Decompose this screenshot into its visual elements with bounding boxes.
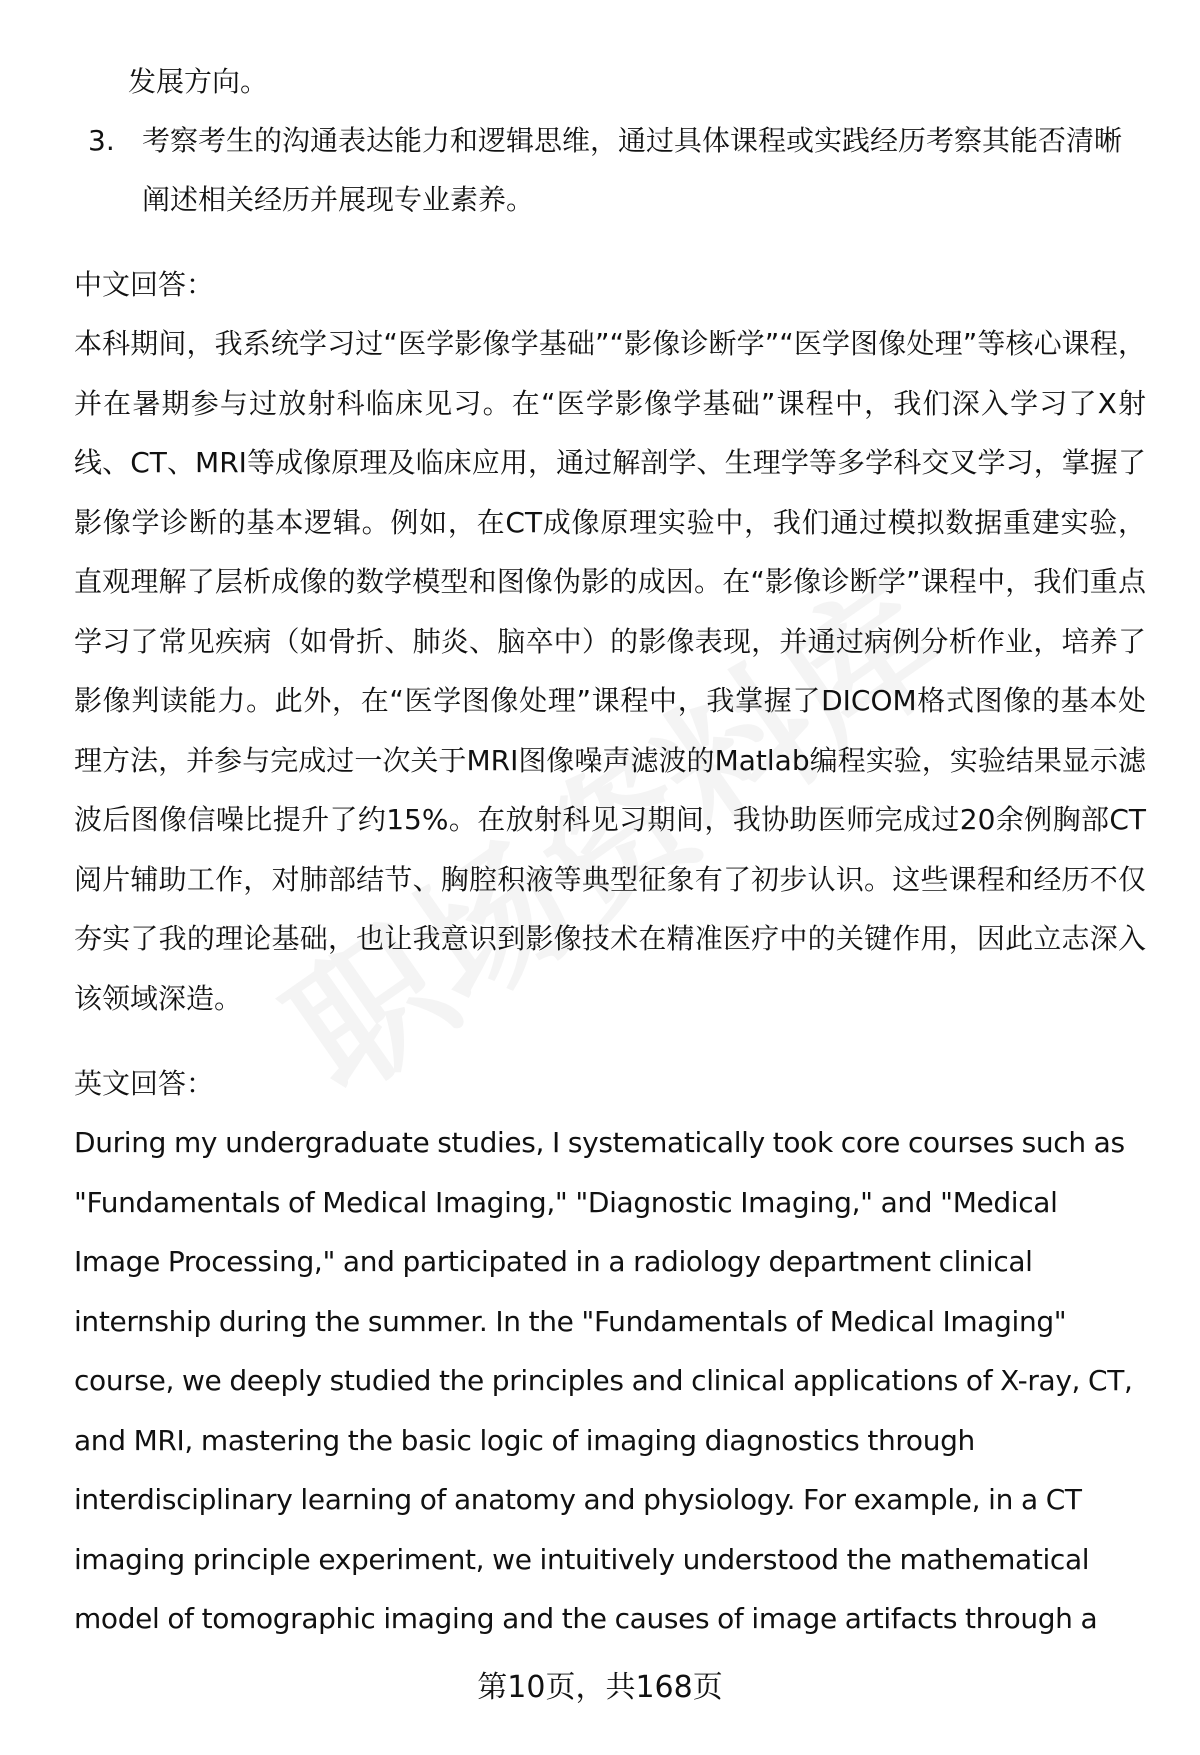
chinese-answer-heading: 中文回答：	[74, 268, 215, 301]
list-item	[74, 111, 1146, 229]
page-content	[74, 52, 1146, 1649]
page-number-footer: 第10页，共168页	[477, 1670, 723, 1705]
list-continuation: 发展方向。	[128, 65, 269, 98]
list-number: 3.	[88, 124, 115, 157]
english-answer-heading: 英文回答：	[74, 1067, 215, 1100]
list-text: 考察考生的沟通表达能力和逻辑思维，通过具体课程或实践经历考察其能否清晰阐述相关经历并展现专业素养。	[142, 124, 1123, 216]
english-answer-paragraph: During my undergraduate studies, I systematically took core courses such as "Fundamentals of Medical Imaging," "Diagnostic Imaging," and "Medical Image Processing," and participated in a radiology department clinical internship during the summer. In the "Fundamentals of Medical Imaging" course, we deeply studied the principles and clinical applications of X-ray, CT, and MRI, mastering the basic logic of imaging diagnostics through interdisciplinary learning of anatomy and physiology. For example, in a CT imaging principle experiment, we intuitively understood the mathematical model of tomographic imaging and the causes of image artifacts through a	[74, 1126, 1133, 1635]
chinese-answer-paragraph: 本科期间，我系统学习过“医学影像学基础”“影像诊断学”“医学图像处理”等核心课程，并在暑期参与过放射科临床见习。在“医学影像学基础”课程中，我们深入学习了X射线、CT、MRI等成像原理及临床应用，通过解剖学、生理学等多学科交叉学习，掌握了影像学诊断的基本逻辑。例如，在CT成像原理实验中，我们通过模拟数据重建实验，直观理解了层析成像的数学模型和图像伪影的成因。在“影像诊断学”课程中，我们重点学习了常见疾病（如骨折、肺炎、脑卒中）的影像表现，并通过病例分析作业，培养了影像判读能力。此外，在“医学图像处理”课程中，我掌握了DICOM格式图像的基本处理方法，并参与完成过一次关于MRI图像噪声滤波的Matlab编程实验，实验结果显示滤波后图像信噪比提升了约15%。在放射科见习期间，我协助医师完成过20余例胸部CT阅片辅助工作，对肺部结节、胸腔积液等典型征象有了初步认识。这些课程和经历不仅夯实了我的理论基础，也让我意识到影像技术在精准医疗中的关键作用，因此立志深入该领域深造。	[74, 327, 1146, 1015]
